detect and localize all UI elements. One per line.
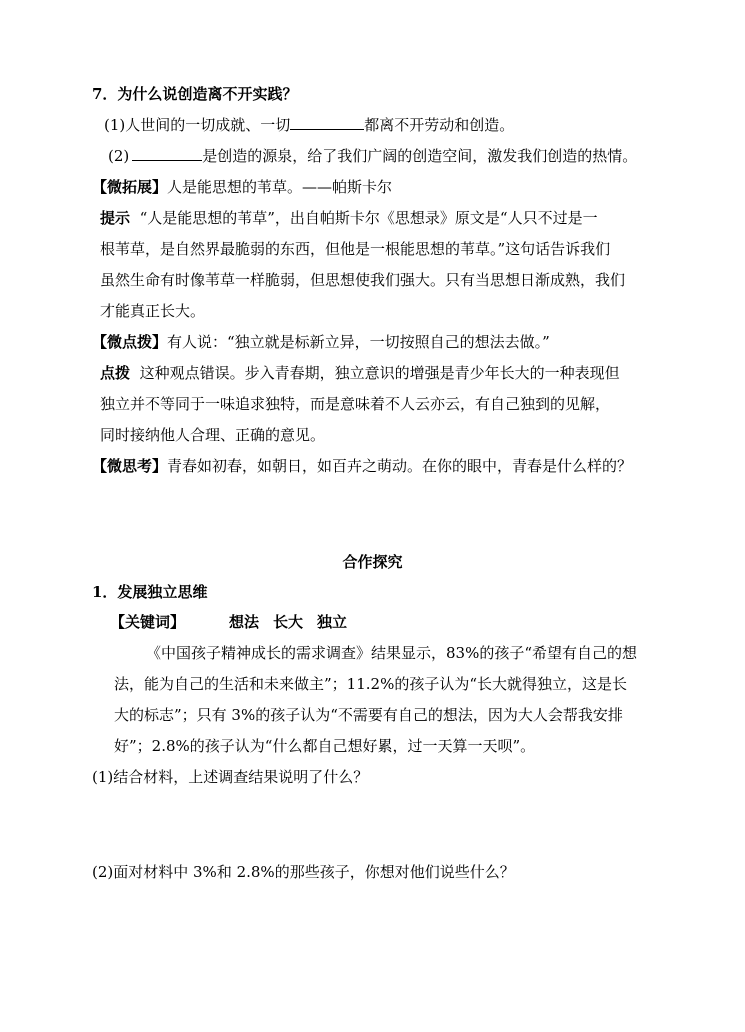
point-hint-line-3: 同时接纳他人合理、正确的意见。 xyxy=(100,426,326,444)
item-2-prefix: (2) xyxy=(108,147,130,165)
item-2-suffix: 是创造的源泉，给了我们广阔的创造空间，激发我们创造的热情。 xyxy=(202,147,638,165)
expand-hint-line-2: 根苇草，是自然界最脆弱的东西，但他是一根能思想的苇草。”这句话告诉我们 xyxy=(100,240,611,258)
point-text-1: 这种观点错误。步入青春期，独立意识的增强是青少年长大的一种表现但 xyxy=(139,364,620,382)
point-hint-line-2: 独立并不等同于一味追求独特，而是意味着不人云亦云，有自己独到的见解， xyxy=(100,395,611,413)
question-7-title: 7．为什么说创造离不开实践？ xyxy=(92,85,298,103)
keywords-row xyxy=(110,612,361,632)
item-1-prefix: (1)人世间的一切成就、一切 xyxy=(104,116,291,134)
item-1-suffix: 都离不开劳动和创造。 xyxy=(364,116,515,134)
material-line-2: 法，能为自己的生活和未来做主”；11.2%的孩子认为“长大就得独立，这是长 xyxy=(114,675,627,693)
think-text: 青春如初春，如朝日，如百卉之萌动。在你的眼中，青春是什么样的？ xyxy=(167,457,633,475)
keyword-3: 独立 xyxy=(317,613,348,631)
point-hint-label: 点拨 xyxy=(100,364,131,382)
material-line-1: 《中国孩子精神成长的需求调查》结果显示，83%的孩子“希望有自己的想 xyxy=(146,644,638,662)
hint-label: 提示 xyxy=(100,209,131,227)
fill-blank-1[interactable] xyxy=(290,115,364,130)
hint-text-1: “人是能思想的苇草”，出自帕斯卡尔《思想录》原文是“人只不过是一 xyxy=(139,209,598,227)
material-line-4: 好”；2.8%的孩子认为“什么都自己想好累，过一天算一天呗”。 xyxy=(114,737,536,755)
point-label: 【微点拨】 xyxy=(92,333,168,351)
expand-hint-line-3: 虽然生命有时像苇草一样脆弱，但思想使我们强大。只有当思想日渐成熟，我们 xyxy=(100,271,626,289)
expand-quote: 人是能思想的苇草。——帕斯卡尔 xyxy=(167,178,393,196)
material-line-3: 大的标志”；只有 3%的孩子认为“不需要有自己的想法，因为大人会帮我安排 xyxy=(114,706,623,724)
coop-subheading-1: 1．发展独立思维 xyxy=(92,583,208,601)
keyword-label: 【关键词】 xyxy=(110,613,186,631)
expand-heading xyxy=(92,177,392,197)
question-7-item-1 xyxy=(104,115,514,135)
keyword-2: 长大 xyxy=(273,613,304,631)
coop-question-1: (1)结合材料，上述调查结果说明了什么？ xyxy=(92,768,369,786)
expand-hint-line-1 xyxy=(100,208,598,228)
keyword-1: 想法 xyxy=(229,613,260,631)
point-quote: 有人说：“独立就是标新立异，一切按照自己的想法去做。” xyxy=(167,333,550,351)
think-heading xyxy=(92,456,632,476)
expand-label: 【微拓展】 xyxy=(92,178,168,196)
question-7-item-2 xyxy=(108,146,637,166)
think-label: 【微思考】 xyxy=(92,457,168,475)
coop-question-2: (2)面对材料中 3%和 2.8%的那些孩子，你想对他们说些什么？ xyxy=(92,863,515,881)
expand-hint-line-4: 才能真正长大。 xyxy=(100,302,206,320)
point-heading xyxy=(92,332,550,352)
point-hint-line-1 xyxy=(100,363,620,383)
keyword-list xyxy=(229,612,361,632)
fill-blank-2[interactable] xyxy=(132,146,202,161)
coop-heading: 合作探究 xyxy=(342,553,403,571)
